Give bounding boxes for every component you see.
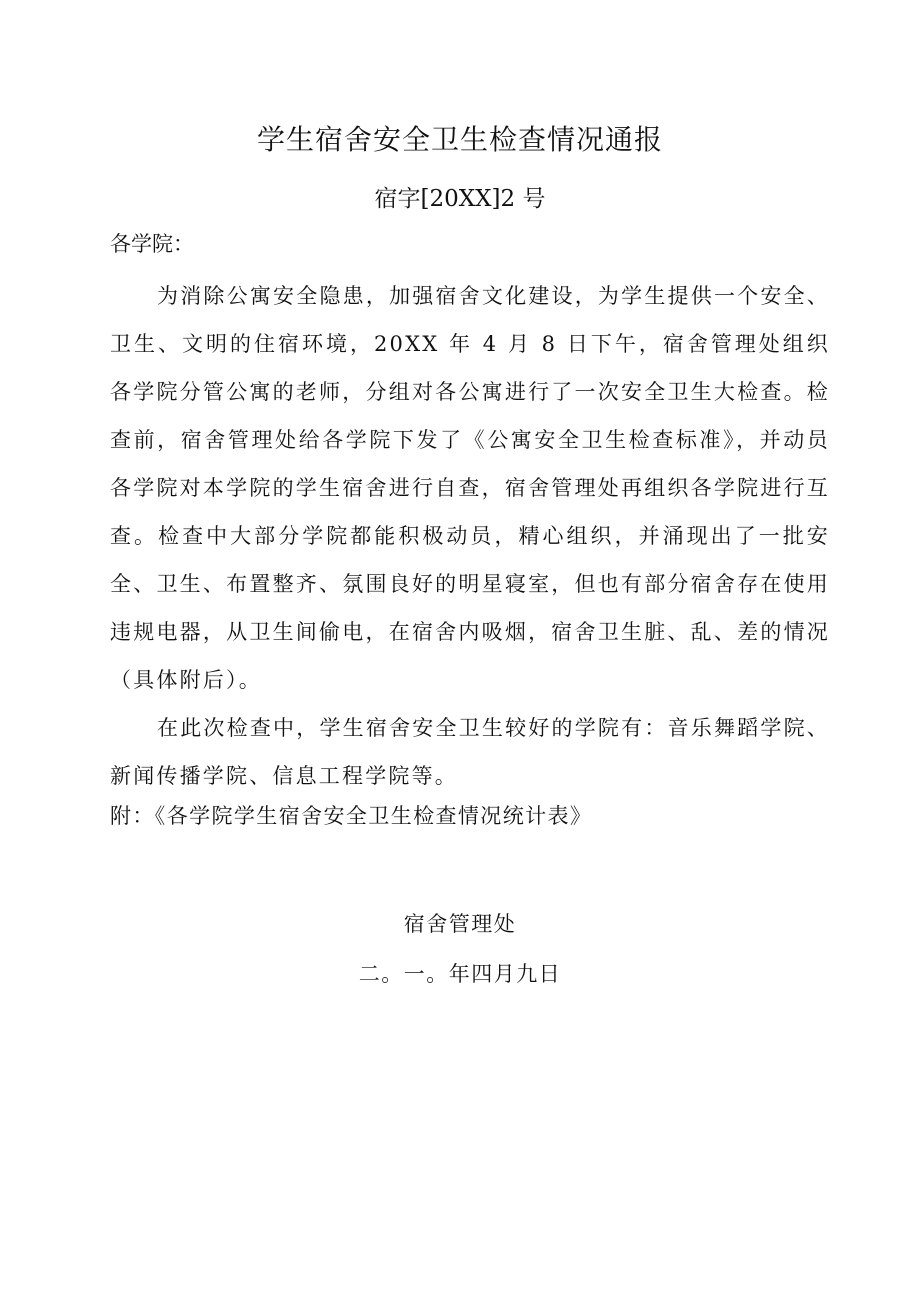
salutation: 各学院： — [110, 232, 194, 256]
issue-date: 二。一。年四月九日 — [358, 962, 562, 986]
document-number: 宿字[20XX]2 号 — [374, 186, 546, 212]
attachment-note: 附：《各学院学生宿舍安全卫生检查情况统计表》 — [110, 804, 593, 828]
body-paragraph: 在此次检查中，学生宿舍安全卫生较好的学院有：音乐舞蹈学院、新闻传播学院、信息工程学院等。 — [110, 716, 830, 788]
signer: 宿舍管理处 — [403, 912, 517, 936]
body-paragraph: 为消除公寓安全隐患，加强宿舍文化建设，为学生提供一个安全、卫生、文明的住宿环境，20XX 年 4 月 8 日下午，宿舍管理处组织各学院分管公寓的老师，分组对各公寓进行了一次安全卫生大检查。检查前，宿舍管理处给各学院下发了《公寓安全卫生检查标准》，并动员各学院对本学院的学生宿舍进行自查，宿舍管理处再组织各学院进行互查。检查中大部分学院都能积极动员，精心组织，并涌现出了一批安全、卫生、布置整齐、氛围良好的明星寝室，但也有部分宿舍存在使用违规电器，从卫生间偷电，在宿舍内吸烟，宿舍卫生脏、乱、差的情况（具体附后）。 — [110, 284, 830, 692]
document-title: 学生宿舍安全卫生检查情况通报 — [256, 123, 663, 156]
